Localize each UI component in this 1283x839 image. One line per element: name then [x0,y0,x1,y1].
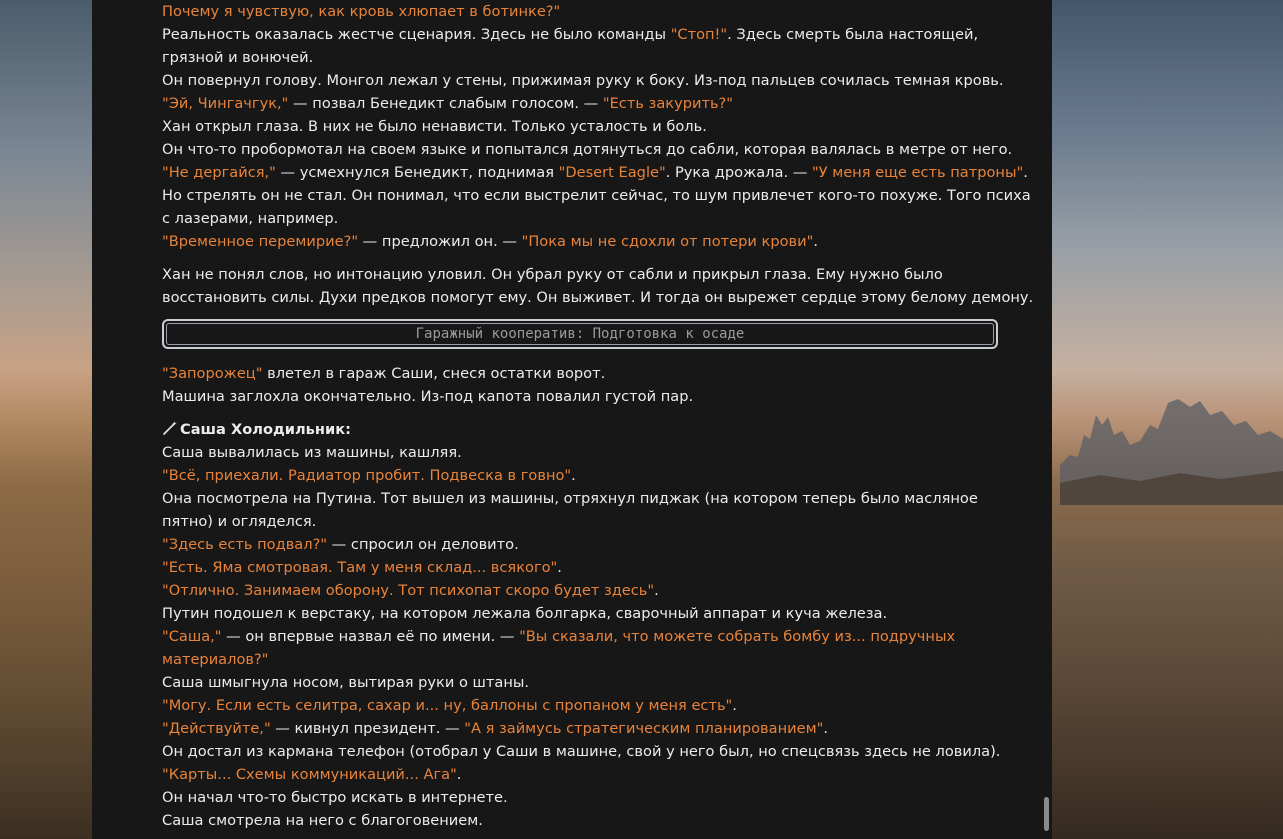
quoted-speech: "Пока мы не сдохли от потери крови" [521,233,814,250]
story-line [162,23,1008,46]
story-line [162,464,1008,487]
story-line [162,579,1008,602]
background-landscape-left [0,0,92,839]
narration-text: влетел в гараж Саши, снеся остатки ворот. [262,365,606,382]
narration-text: — спросил он деловито. [327,536,519,553]
narration-text: Машина заглохла окончательно. Из-под капота повалил густой пар. [162,388,694,405]
story-line [162,92,1008,115]
quoted-speech: "Desert Eagle" [558,164,666,181]
story-line [162,184,1031,207]
story-line [162,556,1008,579]
narration-text: Он что-то пробормотал на своем языке и попытался дотянуться до сабли, которая валялась в метре от него. [162,141,1013,158]
story-line [162,115,1008,138]
story-line [162,625,1008,648]
narration-text: . [813,233,818,250]
narration-text: . Здесь смерть была настоящей, [727,26,979,43]
speaker-line [162,418,1008,441]
story-line [162,510,1008,533]
quoted-speech: "Здесь есть подвал?" [162,536,328,553]
story-line [162,740,1008,763]
narration-text: . [1023,164,1028,181]
scene-title: Гаражный кооператив: Подготовка к осаде [415,326,745,342]
story-line [162,362,1008,385]
story-line [162,138,1013,161]
story-line [162,161,1028,184]
story-line [162,263,1008,286]
story-line [162,671,1008,694]
story-line [162,385,1008,408]
narration-text: . [571,467,576,484]
narration-text: Путин подошел к верстаку, на котором лежала болгарка, сварочный аппарат и куча железа. [162,605,888,622]
scrollbar-thumb[interactable] [1044,797,1049,831]
story-paragraph [162,263,1034,309]
wand-icon [162,420,178,436]
story-line [162,286,1034,309]
narration-text: . [823,720,828,737]
story-line [162,648,1008,671]
narration-text: Саша смотрела на него с благоговением. [162,812,483,829]
narration-text: Он достал из кармана телефон (отобрал у Саши в машине, свой у него был, но спецсвязь здесь не ловила). [162,743,1001,760]
narration-text: Саша вывалилась из машины, кашляя. [162,444,462,461]
background-cliffs [1060,395,1283,505]
story-line [162,0,1008,23]
quoted-speech: "А я займусь стратегическим планированием" [464,720,824,737]
quoted-speech: "Карты... Схемы коммуникаций... Ага" [162,766,457,783]
quoted-speech: Почему я чувствую, как кровь хлюпает в ботинке?" [162,3,561,20]
narration-text: — позвал Бенедикт слабым голосом. — [288,95,603,112]
story-line [162,602,1008,625]
quoted-speech: "Саша," [162,628,222,645]
quoted-speech: "Запорожец" [162,365,263,382]
quoted-speech: "Есть закурить?" [602,95,734,112]
narration-text: грязной и вонючей. [162,49,314,66]
narration-text: Он повернул голову. Монгол лежал у стены, прижимая руку к боку. Из-под пальцев сочилась темная кровь. [162,72,1004,89]
quoted-speech: "Стоп!" [670,26,728,43]
story-line [162,533,1008,556]
quoted-speech: "Эй, Чингачгук," [162,95,289,112]
narration-text: восстановить силы. Духи предков помогут ему. Он выживет. И тогда он вырежет сердце этому белому демону. [162,289,1034,306]
narration-text: . [732,697,737,714]
story-line [162,69,1008,92]
narration-text: . [456,766,462,783]
quoted-speech: "Могу. Если есть селитра, сахар и... ну, баллоны с пропаном у меня есть" [162,697,733,714]
quoted-speech: "Временное перемирие?" [162,233,359,250]
narration-text: Она посмотрела на Путина. Тот вышел из машины, отряхнул пиджак (на котором теперь было масляное [162,490,978,507]
quoted-speech: материалов?" [162,651,269,668]
narration-text: Но стрелять он не стал. Он понимал, что если выстрелит сейчас, то шум привлечет кого-то похуже. Того психа [162,187,1031,204]
quoted-speech: "Не дергайся," [162,164,276,181]
narration-text: Он начал что-то быстро искать в интернете. [162,789,508,806]
narration-text: . Рука дрожала. — [665,164,812,181]
speaker-name: Саша Холодильник: [180,421,351,438]
scrollbar[interactable] [1042,0,1052,839]
story-line [162,717,1008,740]
story-paragraph [162,362,1008,408]
chat-panel [92,0,1052,839]
narration-text: — усмехнулся Бенедикт, поднимая [275,164,559,181]
narration-text: . [557,559,562,576]
quoted-speech: "Есть. Яма смотровая. Там у меня склад... всякого" [162,559,558,576]
quoted-speech: "Действуйте," [162,720,271,737]
story-line [162,441,1008,464]
story-line [162,207,1008,230]
scene-header-box [162,319,998,349]
story-line [162,786,1008,809]
story-paragraph [162,441,1008,832]
story-line [162,46,1008,69]
story-line [162,230,1008,253]
quoted-speech: "У меня еще есть патроны" [811,164,1024,181]
narration-text: Хан не понял слов, но интонацию уловил. Он убрал руку от сабли и прикрыл глаза. Ему нужно было [162,266,943,283]
story-line [162,763,1008,786]
narration-text: Хан открыл глаза. В них не было ненависти. Только усталость и боль. [162,118,707,135]
narration-text: — предложил он. — [358,233,522,250]
quoted-speech: "Отлично. Занимаем оборону. Тот психопат скоро будет здесь" [162,582,655,599]
narration-text: пятно) и огляделся. [162,513,317,530]
narration-text: Саша шмыгнула носом, вытирая руки о штаны. [162,674,530,691]
narration-text: — он впервые назвал её по имени. — [221,628,520,645]
story-line [162,487,1008,510]
narration-text: с лазерами, например. [162,210,339,227]
story-paragraph [162,0,1031,253]
narration-text: . [654,582,659,599]
story-line [162,694,1008,717]
narration-text: — кивнул президент. — [270,720,465,737]
story-line [162,809,1008,832]
quoted-speech: "Всё, приехали. Радиатор пробит. Подвеска в говно" [162,467,572,484]
quoted-speech: "Вы сказали, что можете собрать бомбу из... подручных [519,628,956,645]
narration-text: Реальность оказалась жестче сценария. Здесь не было команды [162,26,671,43]
